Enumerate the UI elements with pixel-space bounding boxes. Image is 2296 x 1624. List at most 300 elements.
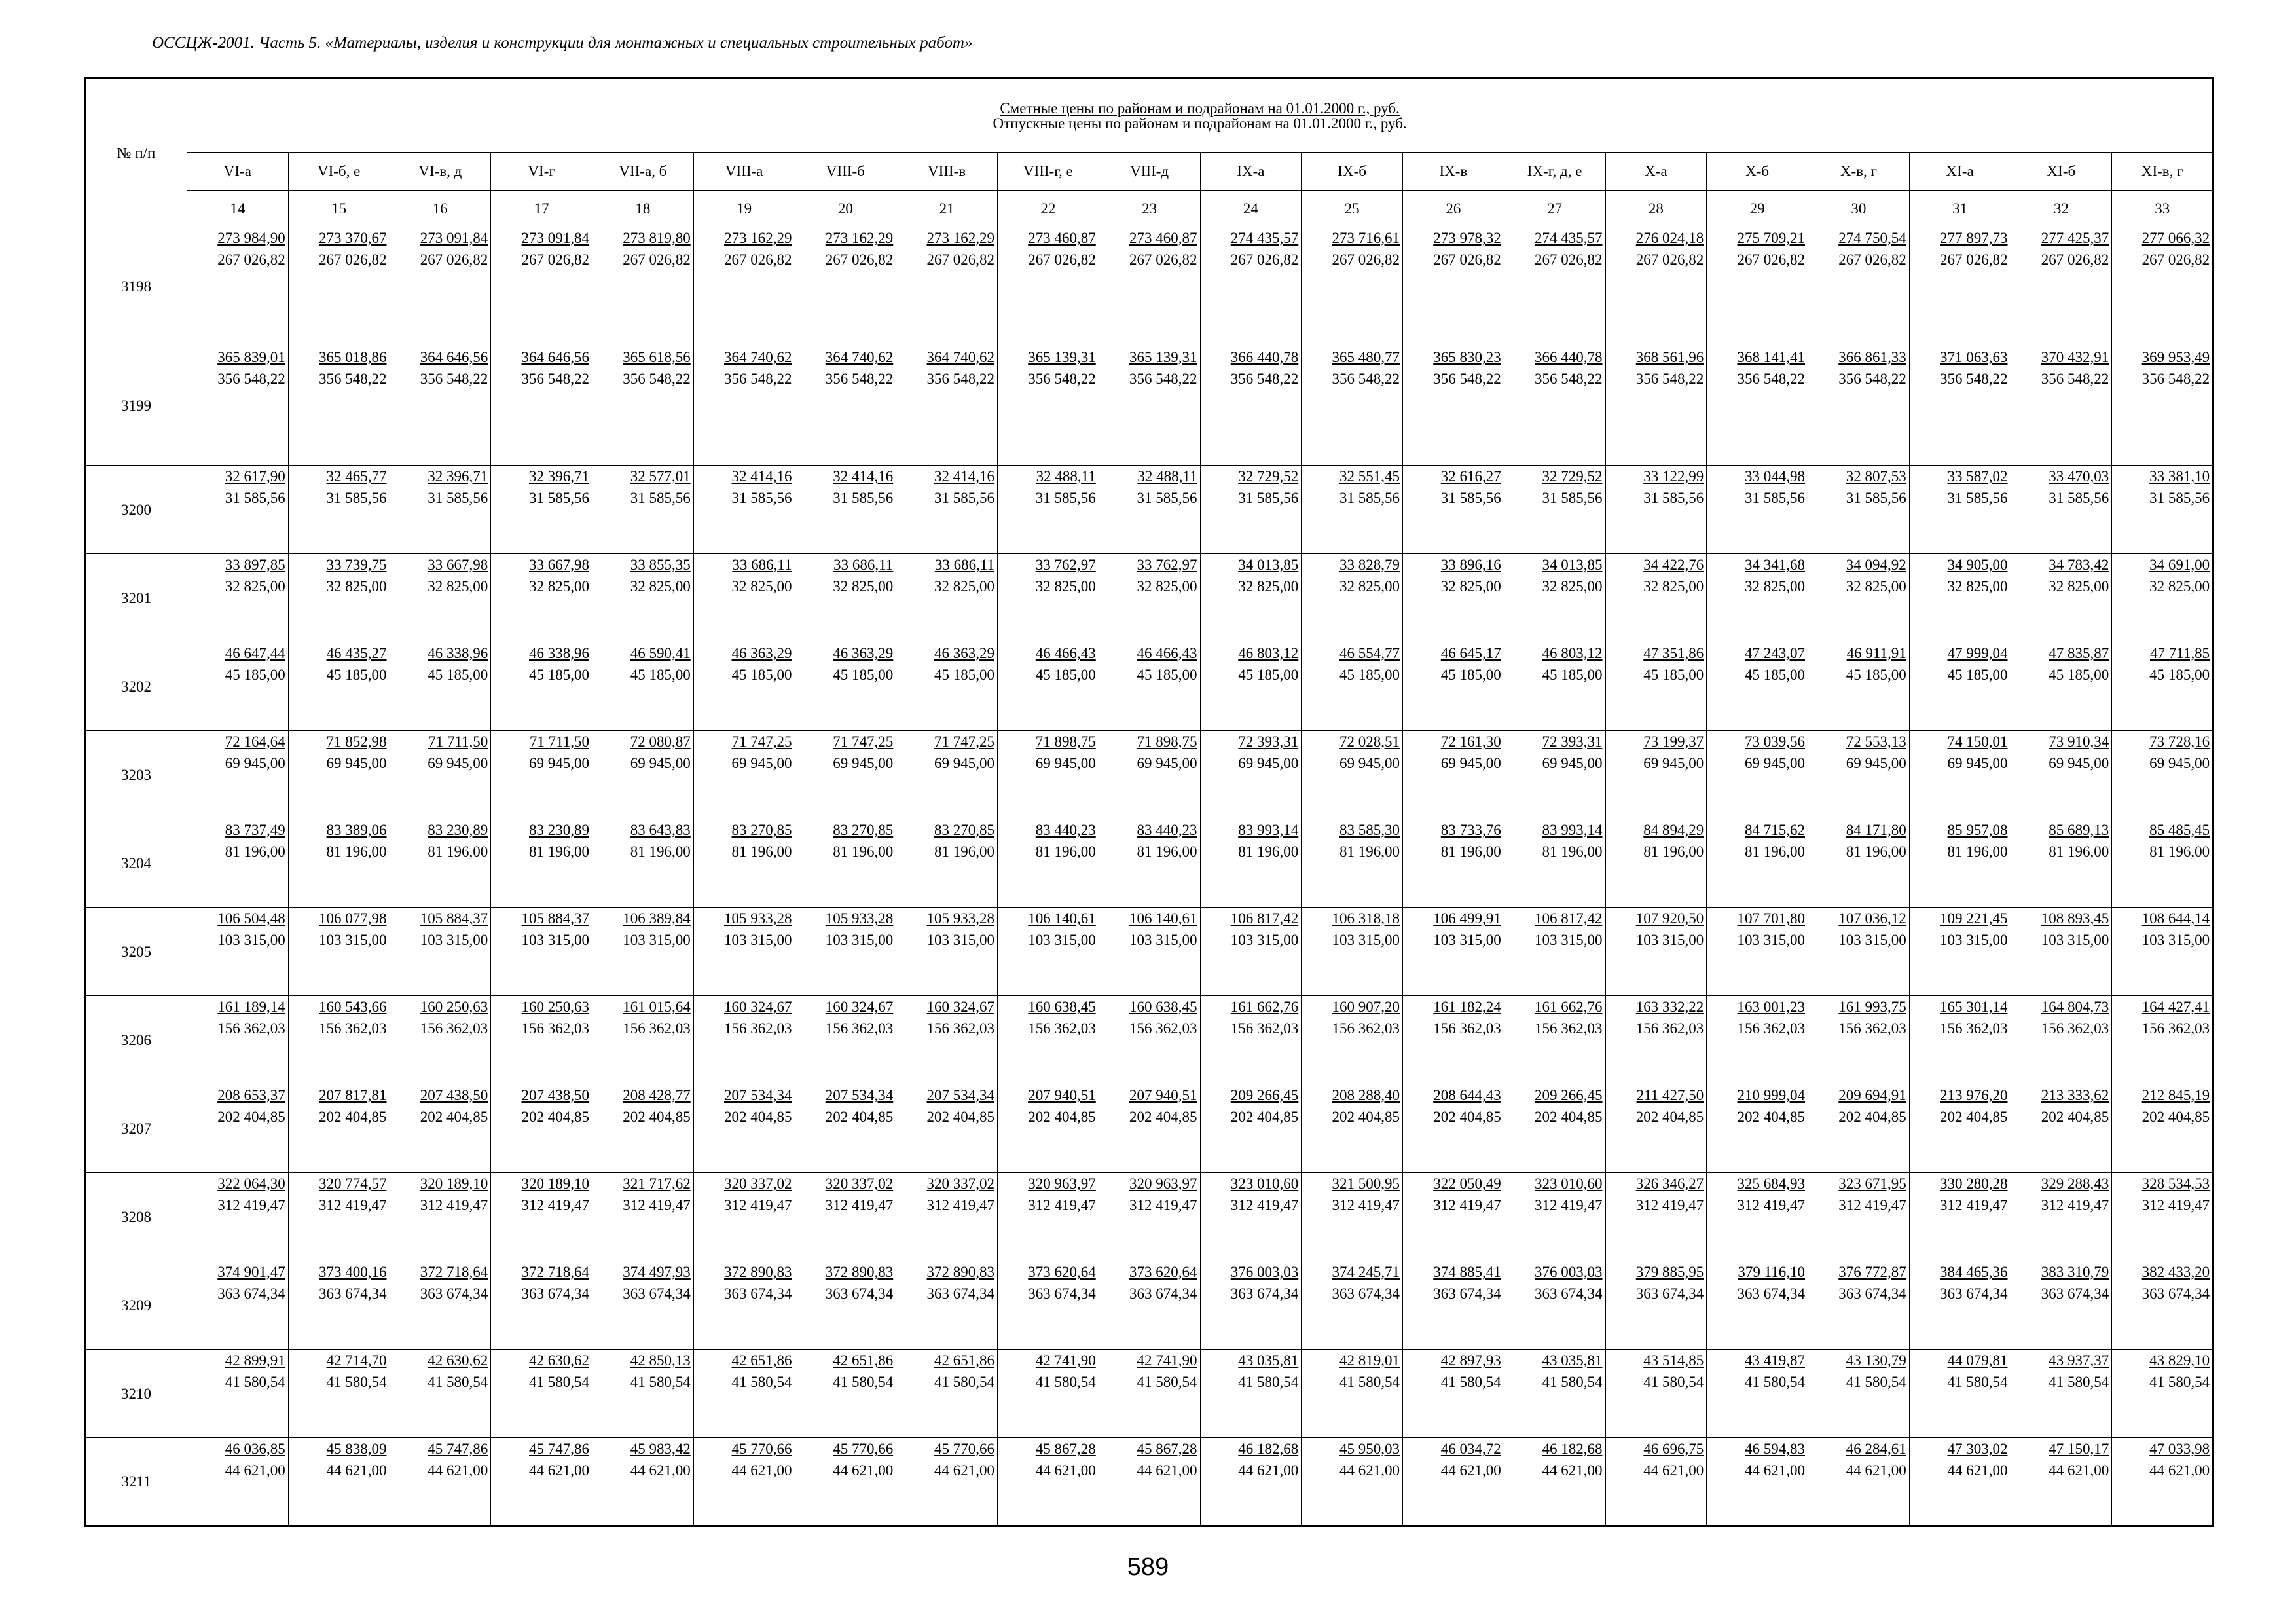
price-cell [795, 1438, 896, 1526]
release-price: 156 362,03 [926, 1020, 994, 1037]
price-cell [693, 731, 795, 819]
estimated-price: 160 638,45 [1129, 999, 1197, 1015]
price-cell [1200, 466, 1302, 554]
estimated-price: 47 033,98 [2149, 1441, 2210, 1457]
price-cell [1808, 227, 1910, 346]
release-price: 363 674,34 [1535, 1285, 1603, 1302]
release-price: 156 362,03 [1737, 1020, 1805, 1037]
price-cell [2011, 1261, 2112, 1350]
estimated-price: 364 646,56 [521, 349, 589, 365]
release-price: 103 315,00 [926, 932, 994, 948]
estimated-price: 83 993,14 [1542, 822, 1603, 838]
estimated-price: 320 774,57 [319, 1175, 387, 1192]
table-row [85, 227, 2214, 346]
release-price: 44 621,00 [225, 1462, 285, 1479]
release-price: 41 580,54 [1846, 1374, 1906, 1390]
release-price: 41 580,54 [1137, 1374, 1197, 1390]
estimated-price: 71 747,25 [934, 733, 994, 750]
estimated-price: 46 363,29 [731, 645, 792, 661]
price-cell [592, 642, 694, 731]
price-cell [1808, 996, 1910, 1084]
release-price: 267 026,82 [1940, 251, 2008, 268]
release-price: 69 945,00 [428, 755, 488, 771]
price-cell [592, 908, 694, 996]
release-price: 312 419,47 [420, 1197, 488, 1213]
release-price: 103 315,00 [1737, 932, 1805, 948]
price-cell [1808, 346, 1910, 466]
title-release-prices: Отпускные цены по районам и подрайонам на 01.01.2000 г., руб. [993, 115, 1407, 132]
estimated-price: 34 341,68 [1745, 557, 1805, 573]
estimated-price: 105 884,37 [521, 910, 589, 927]
price-cell [1605, 1173, 1707, 1261]
release-price: 103 315,00 [724, 932, 792, 948]
region-header: X-а [1605, 153, 1707, 191]
release-price: 202 404,85 [1635, 1109, 1704, 1125]
price-cell [1605, 346, 1707, 466]
estimated-price: 46 803,12 [1238, 645, 1299, 661]
estimated-price: 71 711,50 [428, 733, 488, 750]
estimated-price: 364 740,62 [926, 349, 994, 365]
price-cell [1605, 466, 1707, 554]
release-price: 32 825,00 [833, 578, 894, 595]
estimated-price: 323 010,60 [1230, 1175, 1299, 1192]
price-cell [288, 227, 390, 346]
price-cell [288, 346, 390, 466]
price-cell [288, 819, 390, 908]
release-price: 156 362,03 [724, 1020, 792, 1037]
release-price: 267 026,82 [1737, 251, 1805, 268]
estimated-price: 212 845,19 [2141, 1087, 2210, 1103]
estimated-price: 33 686,11 [732, 557, 792, 573]
estimated-price: 320 337,02 [825, 1175, 894, 1192]
estimated-price: 106 318,18 [1332, 910, 1400, 927]
price-cell [491, 1350, 592, 1438]
estimated-price: 47 150,17 [2049, 1441, 2109, 1457]
release-price: 69 945,00 [630, 755, 691, 771]
release-price: 31 585,56 [2049, 490, 2109, 506]
estimated-price: 43 514,85 [1643, 1352, 1704, 1369]
estimated-price: 72 393,31 [1238, 733, 1299, 750]
release-price: 69 945,00 [1238, 755, 1299, 771]
price-cell [187, 466, 289, 554]
price-cell [1605, 1350, 1707, 1438]
estimated-price: 85 689,13 [2049, 822, 2109, 838]
price-cell [1099, 908, 1200, 996]
price-cell [592, 1084, 694, 1173]
price-cell [1504, 1350, 1605, 1438]
release-price: 356 548,22 [1635, 371, 1704, 387]
price-cell [795, 642, 896, 731]
release-price: 69 945,00 [326, 755, 387, 771]
row-number: 3210 [85, 1350, 187, 1438]
region-header: IX-в [1403, 153, 1504, 191]
release-price: 103 315,00 [521, 932, 589, 948]
estimated-price: 161 189,14 [217, 999, 285, 1015]
estimated-price: 277 066,32 [2141, 230, 2210, 246]
price-cell [795, 1173, 896, 1261]
estimated-price: 83 643,83 [630, 822, 691, 838]
release-price: 356 548,22 [1940, 371, 2008, 387]
release-price: 31 585,56 [630, 490, 691, 506]
price-cell [693, 819, 795, 908]
release-price: 81 196,00 [428, 843, 488, 860]
price-cell [1099, 731, 1200, 819]
release-price: 103 315,00 [1838, 932, 1906, 948]
release-price: 103 315,00 [1129, 932, 1197, 948]
column-number: 25 [1302, 191, 1403, 227]
release-price: 45 185,00 [225, 667, 285, 683]
price-cell [1909, 819, 2011, 908]
price-cell [491, 1438, 592, 1526]
estimated-price: 46 182,68 [1238, 1441, 1299, 1457]
release-price: 363 674,34 [1230, 1285, 1299, 1302]
price-cell [592, 1173, 694, 1261]
price-cell [1808, 819, 1910, 908]
price-cell [1099, 1084, 1200, 1173]
estimated-price: 33 762,97 [1137, 557, 1197, 573]
estimated-price: 83 993,14 [1238, 822, 1299, 838]
estimated-price: 84 894,29 [1643, 822, 1704, 838]
region-header: IX-б [1302, 153, 1403, 191]
estimated-price: 320 189,10 [420, 1175, 488, 1192]
estimated-price: 46 647,44 [225, 645, 285, 661]
estimated-price: 34 013,85 [1542, 557, 1603, 573]
estimated-price: 83 585,30 [1339, 822, 1400, 838]
price-cell [1504, 642, 1605, 731]
price-cell [896, 996, 998, 1084]
estimated-price: 273 162,29 [825, 230, 894, 246]
price-cell [1200, 1173, 1302, 1261]
estimated-price: 372 890,83 [926, 1264, 994, 1280]
column-number: 32 [2011, 191, 2112, 227]
release-price: 69 945,00 [1542, 755, 1603, 771]
estimated-price: 273 978,32 [1433, 230, 1501, 246]
release-price: 45 185,00 [934, 667, 994, 683]
price-cell [1909, 346, 2011, 466]
estimated-price: 208 288,40 [1332, 1087, 1400, 1103]
release-price: 363 674,34 [2041, 1285, 2109, 1302]
release-price: 32 825,00 [630, 578, 691, 595]
price-cell [1099, 227, 1200, 346]
estimated-price: 208 644,43 [1433, 1087, 1501, 1103]
release-price: 32 825,00 [934, 578, 994, 595]
release-price: 69 945,00 [1745, 755, 1805, 771]
price-cell [2011, 1438, 2112, 1526]
regions-header-row [85, 153, 2214, 191]
price-cell [1504, 1173, 1605, 1261]
release-price: 69 945,00 [2049, 755, 2109, 771]
release-price: 356 548,22 [2141, 371, 2210, 387]
release-price: 44 621,00 [529, 1462, 589, 1479]
price-cell [592, 554, 694, 642]
release-price: 69 945,00 [225, 755, 285, 771]
price-cell [1808, 731, 1910, 819]
price-cell [1302, 554, 1403, 642]
region-header: IX-а [1200, 153, 1302, 191]
estimated-price: 42 897,93 [1440, 1352, 1501, 1369]
price-cell [1200, 908, 1302, 996]
estimated-price: 46 338,96 [428, 645, 488, 661]
release-price: 44 621,00 [1846, 1462, 1906, 1479]
price-cell [288, 1261, 390, 1350]
estimated-price: 164 427,41 [2141, 999, 2210, 1015]
table-row [85, 642, 2214, 731]
estimated-price: 72 161,30 [1440, 733, 1501, 750]
release-price: 103 315,00 [1332, 932, 1400, 948]
price-cell [1403, 1350, 1504, 1438]
estimated-price: 273 716,61 [1332, 230, 1400, 246]
estimated-price: 365 139,31 [1129, 349, 1197, 365]
price-cell [1605, 1261, 1707, 1350]
region-header: XI-б [2011, 153, 2112, 191]
price-cell [1504, 1261, 1605, 1350]
price-cell [2011, 346, 2112, 466]
estimated-price: 106 140,61 [1028, 910, 1096, 927]
estimated-price: 328 534,53 [2141, 1175, 2210, 1192]
price-cell [1504, 819, 1605, 908]
price-cell [693, 1173, 795, 1261]
release-price: 202 404,85 [2141, 1109, 2210, 1125]
estimated-price: 73 728,16 [2149, 733, 2210, 750]
estimated-price: 42 850,13 [630, 1352, 691, 1369]
price-cell [896, 1350, 998, 1438]
estimated-price: 320 189,10 [521, 1175, 589, 1192]
price-cell [1200, 819, 1302, 908]
price-cell [1200, 1084, 1302, 1173]
release-price: 31 585,56 [833, 490, 894, 506]
estimated-price: 45 838,09 [326, 1441, 387, 1457]
estimated-price: 207 534,34 [926, 1087, 994, 1103]
release-price: 41 580,54 [428, 1374, 488, 1390]
price-cell [1707, 1261, 1808, 1350]
price-cell [1099, 1173, 1200, 1261]
release-price: 202 404,85 [1332, 1109, 1400, 1125]
estimated-price: 33 828,79 [1339, 557, 1400, 573]
price-cell [2011, 996, 2112, 1084]
price-cell [592, 996, 694, 1084]
price-cell [390, 819, 491, 908]
estimated-price: 47 351,86 [1643, 645, 1704, 661]
estimated-price: 33 686,11 [934, 557, 994, 573]
price-cell [1403, 1173, 1504, 1261]
table-row [85, 908, 2214, 996]
estimated-price: 47 999,04 [1947, 645, 2008, 661]
release-price: 363 674,34 [926, 1285, 994, 1302]
estimated-price: 42 899,91 [225, 1352, 285, 1369]
price-cell [1200, 346, 1302, 466]
release-price: 267 026,82 [1433, 251, 1501, 268]
estimated-price: 46 911,91 [1846, 645, 1906, 661]
price-cell [491, 642, 592, 731]
price-cell [1605, 908, 1707, 996]
release-price: 156 362,03 [1838, 1020, 1906, 1037]
estimated-price: 71 711,50 [529, 733, 589, 750]
price-cell [1099, 642, 1200, 731]
price-cell [1909, 1438, 2011, 1526]
estimated-price: 46 554,77 [1339, 645, 1400, 661]
price-cell [1909, 466, 2011, 554]
price-cell [1605, 1438, 1707, 1526]
estimated-price: 208 653,37 [217, 1087, 285, 1103]
region-header: XI-а [1909, 153, 2011, 191]
price-cell [1403, 466, 1504, 554]
release-price: 202 404,85 [1028, 1109, 1096, 1125]
price-cell [998, 908, 1099, 996]
release-price: 267 026,82 [1635, 251, 1704, 268]
release-price: 32 825,00 [1643, 578, 1704, 595]
table-row [85, 1350, 2214, 1438]
estimated-price: 372 718,64 [521, 1264, 589, 1280]
release-price: 156 362,03 [319, 1020, 387, 1037]
release-price: 44 621,00 [1643, 1462, 1704, 1479]
price-cell [795, 908, 896, 996]
estimated-price: 369 953,49 [2141, 349, 2210, 365]
row-number: 3207 [85, 1084, 187, 1173]
release-price: 81 196,00 [1643, 843, 1704, 860]
column-number: 17 [491, 191, 592, 227]
price-cell [1605, 227, 1707, 346]
estimated-price: 366 861,33 [1838, 349, 1906, 365]
release-price: 312 419,47 [521, 1197, 589, 1213]
estimated-price: 207 438,50 [521, 1087, 589, 1103]
price-cell [2112, 466, 2214, 554]
release-price: 41 580,54 [1238, 1374, 1299, 1390]
release-price: 267 026,82 [1535, 251, 1603, 268]
release-price: 267 026,82 [2041, 251, 2109, 268]
release-price: 69 945,00 [1339, 755, 1400, 771]
region-header: VIII-а [693, 153, 795, 191]
release-price: 31 585,56 [1846, 490, 1906, 506]
price-cell [491, 1084, 592, 1173]
price-cell [1909, 1350, 2011, 1438]
price-cell [390, 1261, 491, 1350]
price-cell [1403, 227, 1504, 346]
column-number: 18 [592, 191, 694, 227]
price-cell [491, 908, 592, 996]
estimated-price: 106 077,98 [319, 910, 387, 927]
estimated-price: 160 250,63 [420, 999, 488, 1015]
price-cell [1808, 1173, 1910, 1261]
row-number: 3202 [85, 642, 187, 731]
price-cell [896, 1438, 998, 1526]
document-header: ОССЦЖ-2001. Часть 5. «Материалы, изделия и конструкции для монтажных и специальных строительных работ» [152, 34, 973, 52]
price-cell [390, 227, 491, 346]
price-cell [2112, 554, 2214, 642]
price-cell [187, 1350, 289, 1438]
release-price: 81 196,00 [529, 843, 589, 860]
release-price: 32 825,00 [1745, 578, 1805, 595]
estimated-price: 84 171,80 [1846, 822, 1906, 838]
release-price: 363 674,34 [420, 1285, 488, 1302]
price-cell [2112, 1084, 2214, 1173]
release-price: 356 548,22 [724, 371, 792, 387]
price-cell [1707, 996, 1808, 1084]
price-cell [1808, 466, 1910, 554]
release-price: 202 404,85 [926, 1109, 994, 1125]
price-cell [1808, 1084, 1910, 1173]
price-cell [1099, 1261, 1200, 1350]
estimated-price: 273 091,84 [420, 230, 488, 246]
release-price: 44 621,00 [2049, 1462, 2109, 1479]
estimated-price: 46 363,29 [934, 645, 994, 661]
release-price: 31 585,56 [529, 490, 589, 506]
estimated-price: 105 884,37 [420, 910, 488, 927]
release-price: 45 185,00 [1339, 667, 1400, 683]
release-price: 312 419,47 [623, 1197, 691, 1213]
price-cell [288, 1350, 390, 1438]
estimated-price: 46 284,61 [1846, 1441, 1906, 1457]
estimated-price: 274 750,54 [1838, 230, 1906, 246]
estimated-price: 274 435,57 [1535, 230, 1603, 246]
release-price: 312 419,47 [1129, 1197, 1197, 1213]
release-price: 32 825,00 [2049, 578, 2109, 595]
region-header: VIII-д [1099, 153, 1200, 191]
price-cell [693, 554, 795, 642]
price-cell [2011, 466, 2112, 554]
price-cell [1504, 554, 1605, 642]
column-numbers-row [85, 191, 2214, 227]
release-price: 81 196,00 [1947, 843, 2008, 860]
price-cell [795, 227, 896, 346]
column-number: 16 [390, 191, 491, 227]
estimated-price: 83 737,49 [225, 822, 285, 838]
release-price: 81 196,00 [1542, 843, 1603, 860]
estimated-price: 320 337,02 [926, 1175, 994, 1192]
estimated-price: 209 266,45 [1535, 1087, 1603, 1103]
release-price: 69 945,00 [1137, 755, 1197, 771]
price-cell [2112, 346, 2214, 466]
estimated-price: 211 427,50 [1636, 1087, 1704, 1103]
release-price: 45 185,00 [428, 667, 488, 683]
release-price: 41 580,54 [731, 1374, 792, 1390]
estimated-price: 33 044,98 [1745, 468, 1805, 485]
release-price: 69 945,00 [1035, 755, 1096, 771]
release-price: 32 825,00 [1339, 578, 1400, 595]
estimated-price: 85 957,08 [1947, 822, 2008, 838]
estimated-price: 34 691,00 [2149, 557, 2210, 573]
price-cell [288, 1438, 390, 1526]
estimated-price: 46 435,27 [326, 645, 387, 661]
column-number: 28 [1605, 191, 1707, 227]
release-price: 356 548,22 [623, 371, 691, 387]
estimated-price: 45 747,86 [428, 1441, 488, 1457]
estimated-price: 376 003,03 [1535, 1264, 1603, 1280]
estimated-price: 33 762,97 [1035, 557, 1096, 573]
estimated-price: 107 920,50 [1635, 910, 1704, 927]
price-cell [998, 996, 1099, 1084]
price-cell [1504, 466, 1605, 554]
estimated-price: 45 983,42 [630, 1441, 691, 1457]
price-cell [288, 466, 390, 554]
region-header: VIII-б [795, 153, 896, 191]
column-header-number: № п/п [85, 79, 187, 227]
estimated-price: 273 984,90 [217, 230, 285, 246]
estimated-price: 209 694,91 [1838, 1087, 1906, 1103]
release-price: 312 419,47 [1230, 1197, 1299, 1213]
estimated-price: 109 221,45 [1940, 910, 2008, 927]
table-row [85, 1438, 2214, 1526]
release-price: 44 621,00 [630, 1462, 691, 1479]
table-row [85, 346, 2214, 466]
price-cell [1808, 642, 1910, 731]
release-price: 156 362,03 [1332, 1020, 1400, 1037]
estimated-price: 107 036,12 [1838, 910, 1906, 927]
estimated-price: 47 711,85 [2149, 645, 2210, 661]
estimated-price: 32 414,16 [833, 468, 894, 485]
estimated-price: 42 630,62 [428, 1352, 488, 1369]
price-cell [2112, 996, 2214, 1084]
estimated-price: 370 432,91 [2041, 349, 2109, 365]
